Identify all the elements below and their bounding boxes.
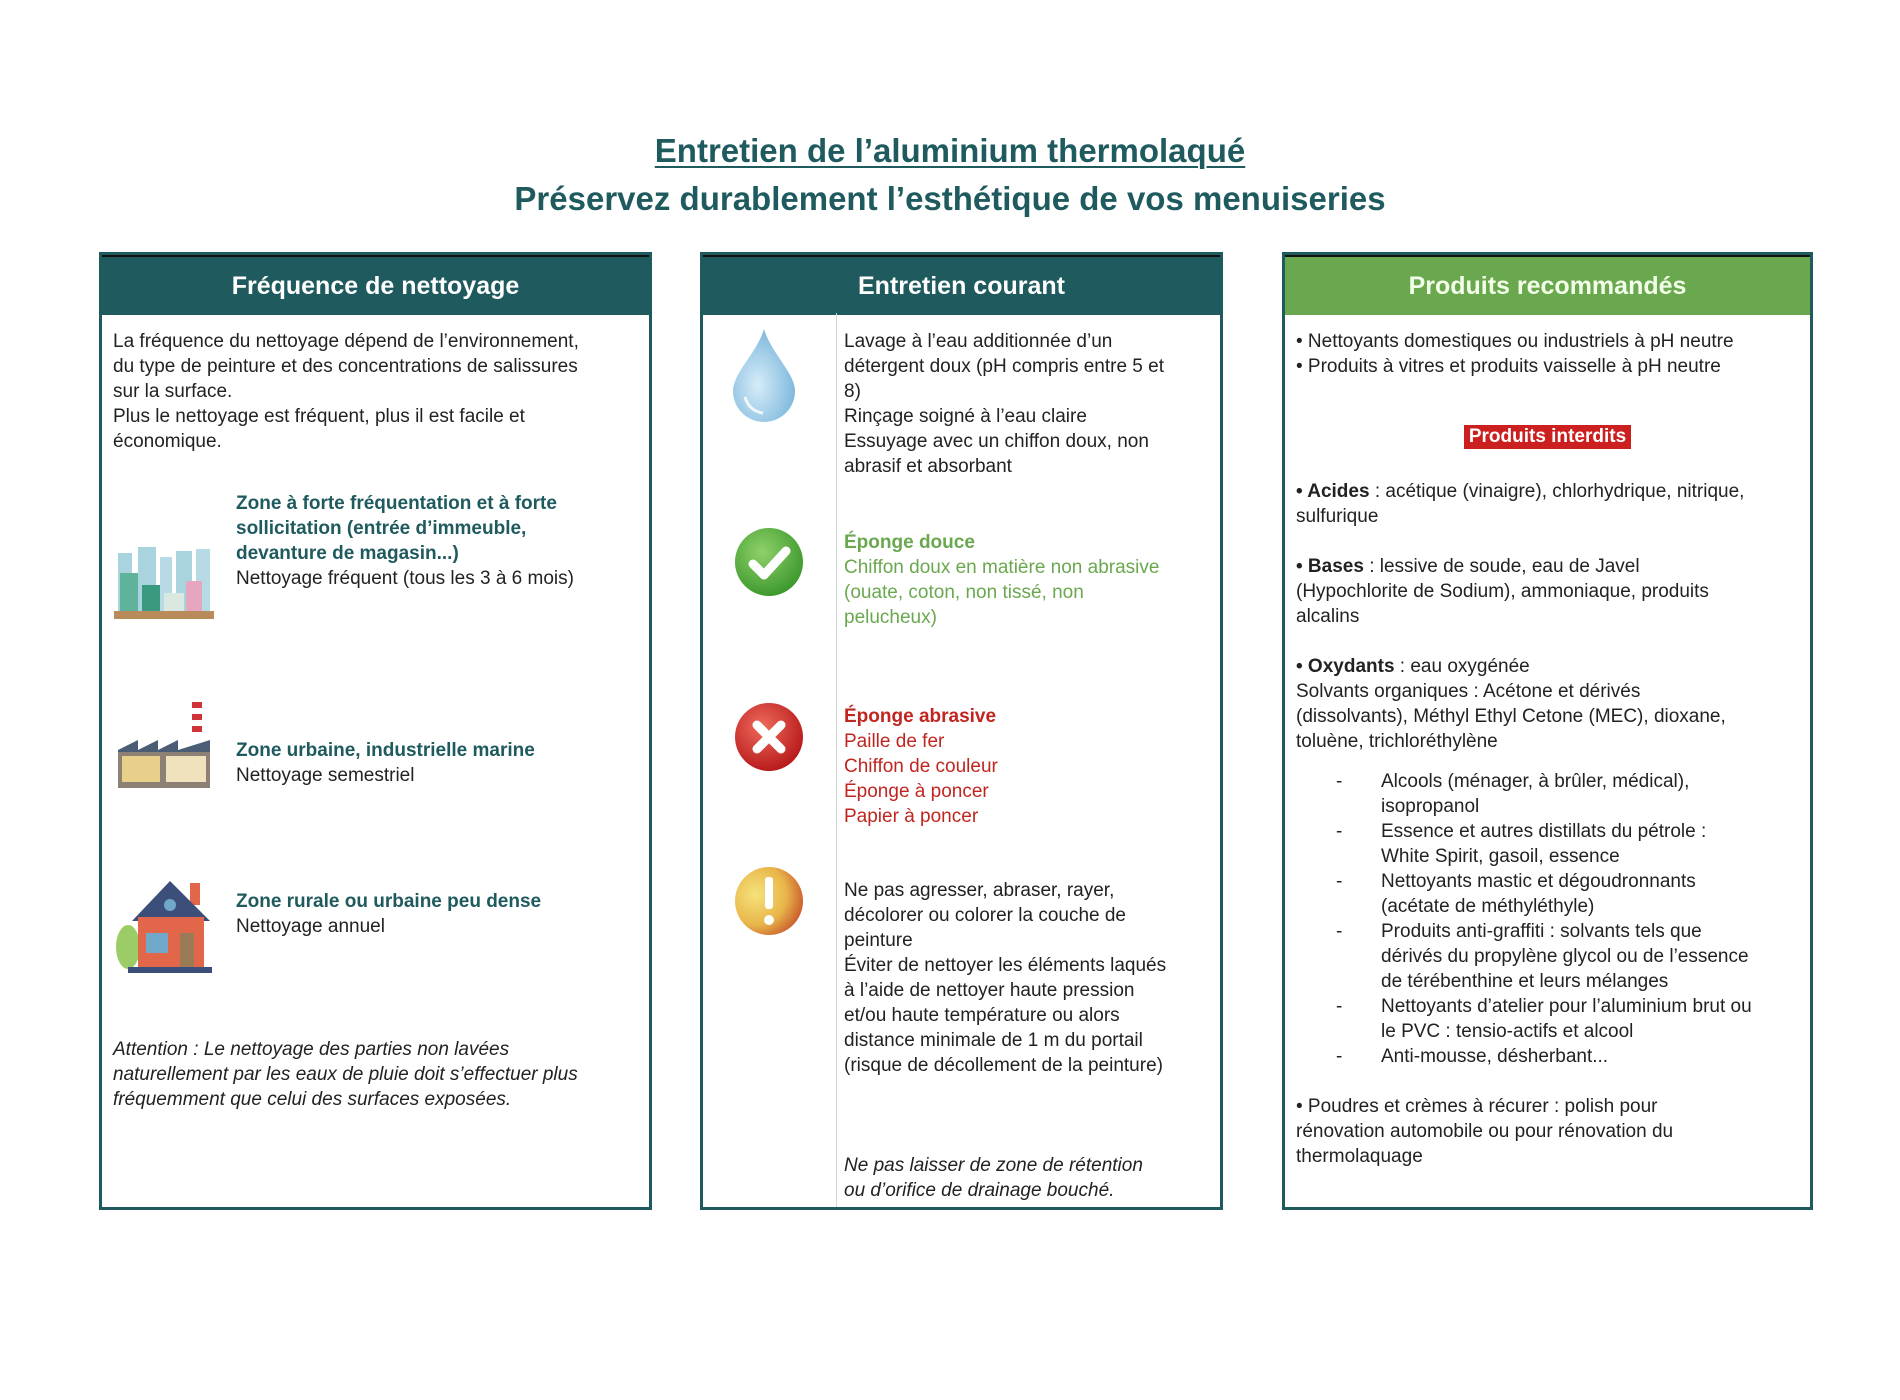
house-icon [114, 877, 214, 977]
zone-title: sollicitation (entrée d’immeuble, [236, 518, 527, 539]
note-line: ou d’orifice de drainage bouché. [844, 1180, 1115, 1201]
dash: - [1336, 921, 1343, 942]
sub-line: isopropanol [1381, 796, 1480, 817]
acids-cont: sulfurique [1296, 506, 1379, 527]
solvents-line: toluène, trichloréthylène [1296, 731, 1498, 752]
caution-line: Éviter de nettoyer les éléments laqués [844, 955, 1167, 976]
dash: - [1336, 771, 1343, 792]
sub-item [1296, 919, 1800, 994]
products-panel [1282, 252, 1813, 1210]
sub-item [1296, 819, 1800, 869]
sub-line: Nettoyants mastic et dégoudronnants [1381, 871, 1696, 892]
sub-line: dérivés du propylène glycol ou de l’essence [1381, 946, 1749, 967]
wash-line: Essuyage avec un chiffon doux, non [844, 431, 1149, 452]
intro-line: économique. [113, 431, 222, 452]
acids-item [1296, 479, 1800, 504]
powders-line: thermolaquage [1296, 1146, 1423, 1167]
caution-line: (risque de décollement de la peinture) [844, 1055, 1163, 1076]
oxidants-label: • Oxydants [1296, 656, 1395, 677]
bases-label: • Bases [1296, 556, 1364, 577]
caution-line: Ne pas agresser, abraser, rayer, [844, 880, 1115, 901]
check-icon [733, 526, 805, 603]
zone-title: Zone rurale ou urbaine peu dense [236, 891, 542, 912]
sub-item [1296, 994, 1800, 1044]
sub-item [1296, 869, 1800, 919]
ko-line: Paille de fer [844, 731, 945, 752]
wash-line: Lavage à l’eau additionnée d’un [844, 331, 1113, 352]
ok-title: Éponge douce [844, 532, 975, 553]
warning-line: Attention : Le nettoyage des parties non lavées [113, 1039, 510, 1060]
caution-line: à l’aide de nettoyer haute pression [844, 980, 1135, 1001]
ok-line: (ouate, coton, non tissé, non [844, 582, 1084, 603]
soft-sponge-info [844, 530, 1159, 630]
wash-instructions [844, 329, 1164, 479]
sub-line: de térébenthine et leurs mélanges [1381, 971, 1669, 992]
powders-line: rénovation automobile ou pour rénovation du [1296, 1121, 1674, 1142]
recommended-products [1296, 329, 1734, 379]
city-icon [114, 545, 214, 625]
ko-title: Éponge abrasive [844, 706, 997, 727]
ok-line: pelucheux) [844, 607, 937, 628]
bases-cont: (Hypochlorite de Sodium), ammoniaque, produits [1296, 581, 1709, 602]
frequency-panel [99, 252, 652, 1210]
caution-line: décolorer ou colorer la couche de [844, 905, 1127, 926]
oxidants-text: : eau oxygénée [1394, 656, 1530, 677]
intro-line: La fréquence du nettoyage dépend de l’environnement, [113, 331, 579, 352]
sub-line: (acétate de méthyléthyle) [1381, 896, 1595, 917]
intro-line: Plus le nettoyage est fréquent, plus il est facile et [113, 406, 525, 427]
ko-line: Chiffon de couleur [844, 756, 998, 777]
sub-line: Nettoyants d’atelier pour l’aluminium brut ou [1381, 996, 1752, 1017]
recommended-item: • Produits à vitres et produits vaisselle à pH neutre [1296, 356, 1721, 377]
sub-item [1296, 769, 1800, 819]
factory-icon [114, 700, 214, 795]
zone-urban-industrial [236, 738, 535, 788]
wash-line: détergent doux (pH compris entre 5 et [844, 356, 1165, 377]
solvent-sub-list [1296, 769, 1800, 1069]
solvents-line: (dissolvants), Méthyl Ethyl Cetone (MEC), dioxane, [1296, 706, 1726, 727]
solvents-line: Solvants organiques : Acétone et dérivés [1296, 681, 1641, 702]
document-subtitle: Préservez durablement l’esthétique de vos menuiseries [514, 180, 1386, 217]
zone-rural [236, 889, 541, 939]
caution-line: et/ou haute température ou alors [844, 1005, 1120, 1026]
recommended-item: • Nettoyants domestiques ou industriels à pH neutre [1296, 331, 1734, 352]
ko-line: Éponge à poncer [844, 781, 989, 802]
acids-text: : acétique (vinaigre), chlorhydrique, nitrique, [1369, 481, 1745, 502]
intro-line: sur la surface. [113, 381, 233, 402]
cross-icon [733, 701, 805, 778]
intro-line: du type de peinture et des concentrations de salissures [113, 356, 578, 377]
frequency-header: Fréquence de nettoyage [102, 255, 649, 315]
bases-text: : lessive de soude, eau de Javel [1363, 556, 1640, 577]
wash-line: 8) [844, 381, 861, 402]
warning-line: naturellement par les eaux de pluie doit s’effectuer plus [113, 1064, 578, 1085]
zone-detail: Nettoyage annuel [236, 916, 385, 937]
sub-line: le PVC : tensio-actifs et alcool [1381, 1021, 1634, 1042]
ko-line: Papier à poncer [844, 806, 979, 827]
forbidden-list [1296, 479, 1800, 1169]
dash: - [1336, 1046, 1343, 1067]
wash-line: Rinçage soigné à l’eau claire [844, 406, 1087, 427]
abrasive-sponge-info [844, 704, 998, 829]
zone-high-traffic [236, 491, 574, 591]
acids-label: • Acides [1296, 481, 1370, 502]
sub-line: Anti-mousse, désherbant... [1381, 1046, 1609, 1067]
frequency-warning [113, 1037, 578, 1112]
zone-detail: Nettoyage fréquent (tous les 3 à 6 mois) [236, 568, 574, 589]
warning-icon [733, 865, 805, 942]
maintenance-panel [700, 252, 1223, 1210]
oxidants-item [1296, 654, 1800, 679]
bases-cont: alcalins [1296, 606, 1360, 627]
zone-title: devanture de magasin...) [236, 543, 459, 564]
forbidden-badge: Produits interdits [1464, 425, 1631, 449]
drainage-note [844, 1153, 1143, 1203]
sub-item [1296, 1044, 1800, 1069]
zone-title: Zone urbaine, industrielle marine [236, 740, 535, 761]
wash-line: abrasif et absorbant [844, 456, 1012, 477]
frequency-intro [113, 329, 579, 454]
document-title: Entretien de l’aluminium thermolaqué [654, 132, 1246, 169]
warning-line: fréquemment que celui des surfaces exposées. [113, 1089, 512, 1110]
powders-line: • Poudres et crèmes à récurer : polish pour [1296, 1096, 1658, 1117]
dash: - [1336, 996, 1343, 1017]
bases-item [1296, 554, 1800, 579]
dash: - [1336, 871, 1343, 892]
caution-line: distance minimale de 1 m du portail [844, 1030, 1143, 1051]
note-line: Ne pas laisser de zone de rétention [844, 1155, 1143, 1176]
caution-line: peinture [844, 930, 913, 951]
caution-instructions [844, 878, 1166, 1078]
sub-line: White Spirit, gasoil, essence [1381, 846, 1620, 867]
maintenance-header: Entretien courant [703, 255, 1220, 315]
dash: - [1336, 821, 1343, 842]
zone-title: Zone à forte fréquentation et à forte [236, 493, 557, 514]
sub-line: Essence et autres distillats du pétrole : [1381, 821, 1707, 842]
zone-detail: Nettoyage semestriel [236, 765, 415, 786]
sub-line: Produits anti-graffiti : solvants tels que [1381, 921, 1702, 942]
products-header: Produits recommandés [1285, 255, 1810, 315]
ok-line: Chiffon doux en matière non abrasive [844, 557, 1160, 578]
water-drop-icon [731, 327, 797, 428]
sub-line: Alcools (ménager, à brûler, médical), [1381, 771, 1690, 792]
forbidden-section [1285, 425, 1810, 449]
column-divider [836, 313, 837, 1207]
